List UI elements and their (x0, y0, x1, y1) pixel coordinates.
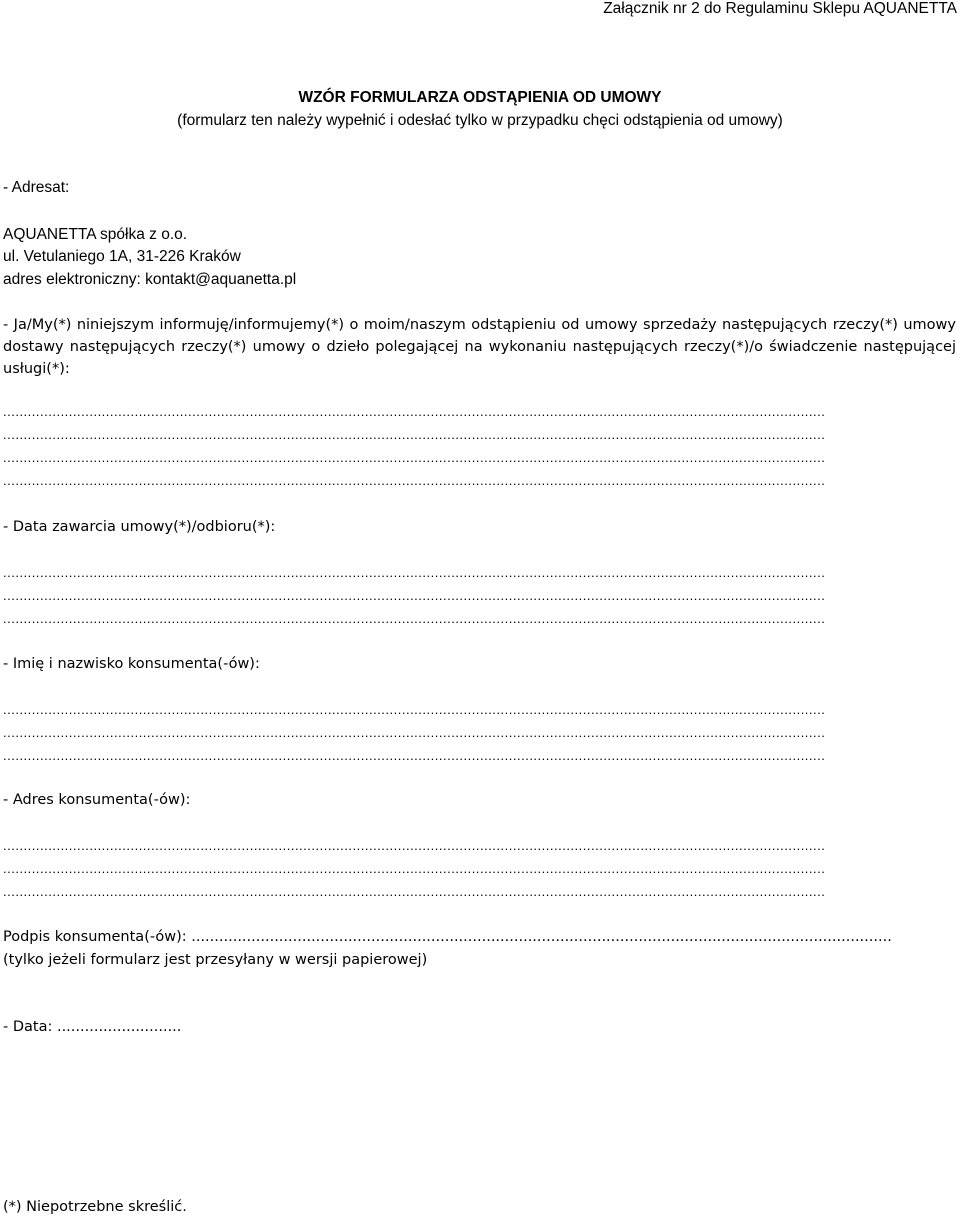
dotted-fill-line: ........................................................................................................................................................................................................ (3, 427, 826, 442)
consumer-name-label: - Imię i nazwisko konsumenta(-ów): (3, 656, 260, 672)
dotted-fill-line: ........................................................................................................................................................................................................ (3, 611, 826, 626)
dotted-fill-line: ........................................................................................................................................................................................................ (3, 748, 826, 763)
dotted-fill-line: ........................................................................................................................................................................................................ (3, 702, 826, 717)
dotted-fill-line: ........................................................................................................................................................................................................ (3, 404, 826, 419)
dotted-fill-line: ........................................................................................................................................................................................................ (3, 884, 826, 899)
dotted-fill-line: ........................................................................................................................................................................................................ (3, 838, 826, 853)
dotted-fill-line: ........................................................................................................................................................................................................ (3, 473, 826, 488)
dotted-fill-line: ........................................................................................................................................................................................................ (3, 725, 826, 740)
consumer-address-label: - Adres konsumenta(-ów): (3, 792, 191, 808)
dotted-fill-line: ........................................................................................................................................................................................................ (3, 450, 826, 465)
header-note: Załącznik nr 2 do Regulaminu Sklepu AQUANETTA (603, 0, 957, 17)
dotted-fill-line: ........................................................................................................................................................................................................ (3, 565, 826, 580)
signature-label: Podpis konsumenta(-ów): ........................................................................................................................................................ (3, 929, 892, 945)
form-subtitle: (formularz ten należy wypełnić i odesłać tylko w przypadku chęci odstąpienia od umowy) (177, 112, 783, 129)
addressee-email: adres elektroniczny: kontakt@aquanetta.pl (3, 271, 297, 288)
dotted-fill-line: ........................................................................................................................................................................................................ (3, 861, 826, 876)
addressee-label: - Adresat: (3, 179, 70, 196)
declaration-text: - Ja/My(*) niniejszym informuję/informujemy(*) o moim/naszym odstąpieniu od umowy sprzedaży następujących rzeczy(*) umowy dostawy następujących rzeczy(*) umowy o dzieło polegającej na wykonaniu następujących rzeczy(*)/o świadczenie następującej usługi(*): (3, 317, 956, 377)
addressee-street: ul. Vetulaniego 1A, 31-226 Kraków (3, 248, 241, 265)
form-title: WZÓR FORMULARZA ODSTĄPIENIA OD UMOWY (298, 89, 662, 106)
contract-date-label: - Data zawarcia umowy(*)/odbioru(*): (3, 519, 276, 535)
footnote: (*) Niepotrzebne skreślić. (3, 1199, 187, 1215)
addressee-company: AQUANETTA spółka z o.o. (3, 226, 188, 243)
date-label: - Data: ........................... (3, 1019, 182, 1035)
signature-note: (tylko jeżeli formularz jest przesyłany w wersji papierowej) (3, 952, 428, 968)
dotted-fill-line: ........................................................................................................................................................................................................ (3, 588, 826, 603)
